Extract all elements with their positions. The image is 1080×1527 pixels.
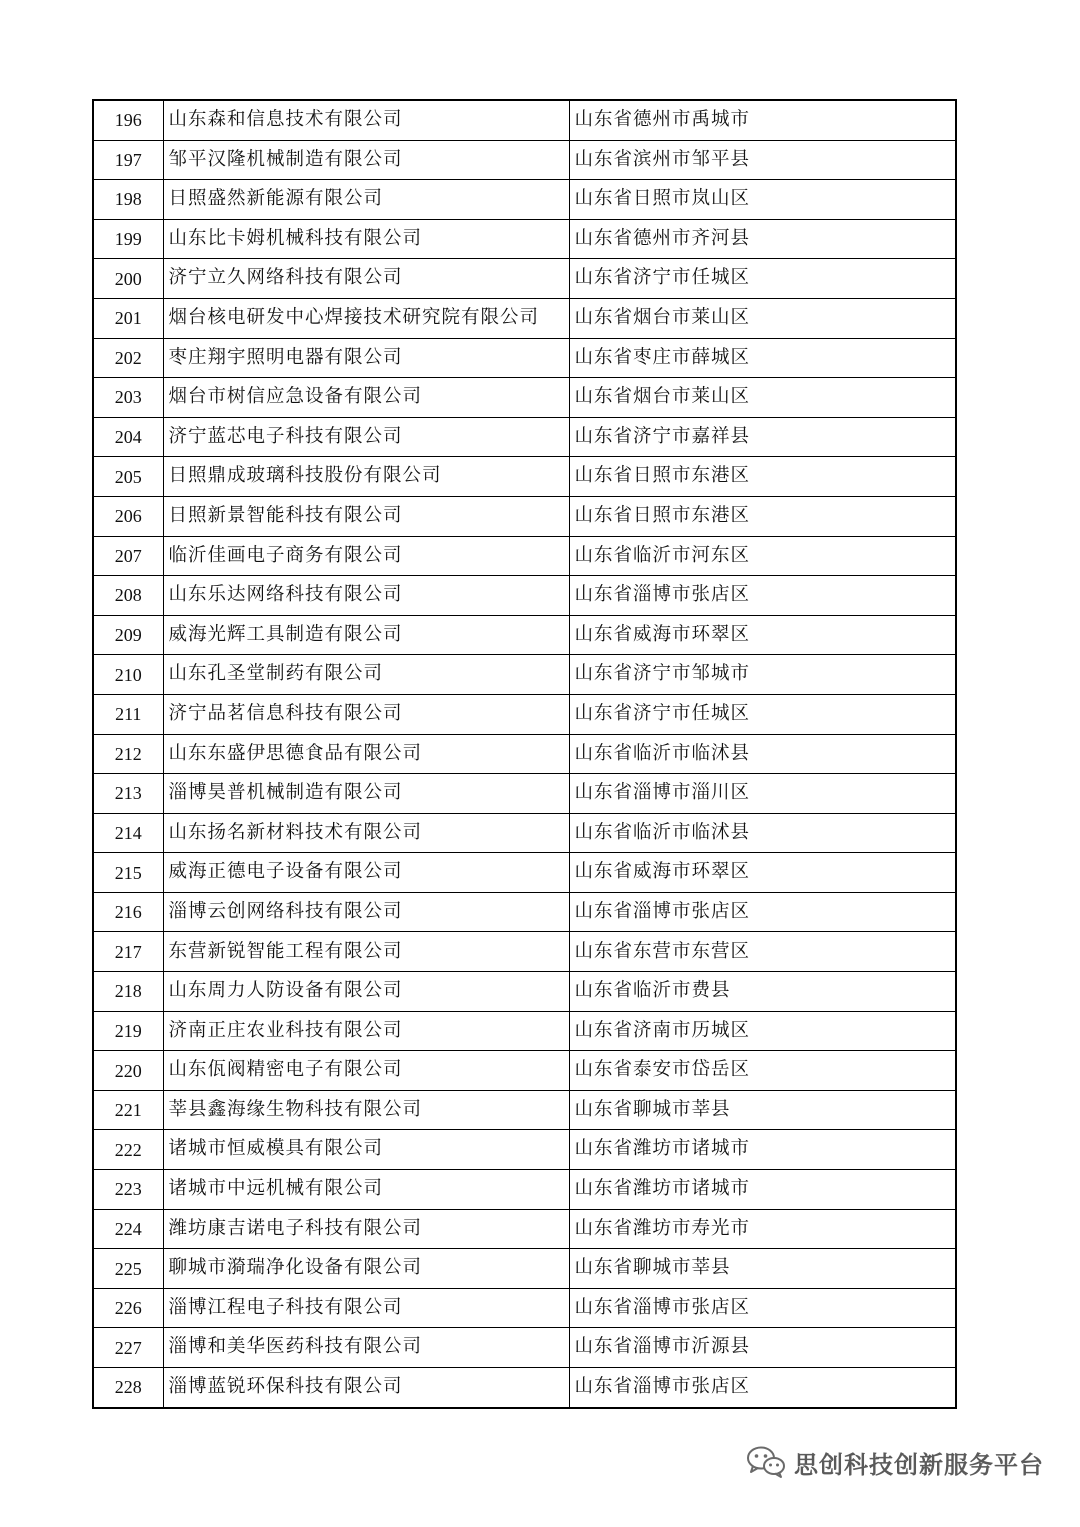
company-name: 济宁蓝芯电子科技有限公司	[163, 417, 569, 457]
company-name: 莘县鑫海缘生物科技有限公司	[163, 1090, 569, 1130]
row-number: 214	[93, 813, 163, 853]
company-name: 威海光辉工具制造有限公司	[163, 615, 569, 655]
company-name: 山东乐达网络科技有限公司	[163, 576, 569, 616]
row-number: 197	[93, 140, 163, 180]
row-number: 201	[93, 298, 163, 338]
table-row	[93, 219, 956, 259]
company-name: 山东周力人防设备有限公司	[163, 972, 569, 1012]
row-number: 202	[93, 338, 163, 378]
row-number: 221	[93, 1090, 163, 1130]
table-row	[93, 972, 956, 1012]
row-number: 223	[93, 1170, 163, 1210]
company-name: 淄博和美华医药科技有限公司	[163, 1328, 569, 1368]
company-location: 山东省临沂市费县	[569, 972, 956, 1012]
company-name: 枣庄翔宇照明电器有限公司	[163, 338, 569, 378]
row-number: 225	[93, 1249, 163, 1289]
company-location: 山东省聊城市莘县	[569, 1249, 956, 1289]
table-row	[93, 1011, 956, 1051]
table-row	[93, 813, 956, 853]
table-row	[93, 1130, 956, 1170]
company-name: 淄博昊普机械制造有限公司	[163, 774, 569, 814]
company-name: 淄博江程电子科技有限公司	[163, 1288, 569, 1328]
table-row	[93, 180, 956, 220]
table-row	[93, 1368, 956, 1408]
company-name: 烟台市树信应急设备有限公司	[163, 378, 569, 418]
row-number: 228	[93, 1368, 163, 1408]
table-row	[93, 140, 956, 180]
row-number: 216	[93, 892, 163, 932]
company-name: 济南正庄农业科技有限公司	[163, 1011, 569, 1051]
wechat-icon	[746, 1445, 786, 1479]
company-location: 山东省淄博市张店区	[569, 576, 956, 616]
enterprise-list-table	[92, 99, 957, 1409]
table-row	[93, 1170, 956, 1210]
table-row	[93, 457, 956, 497]
watermark-text: 思创科技创新服务平台	[794, 1450, 1044, 1479]
table-row	[93, 1051, 956, 1091]
company-name: 日照鼎成玻璃科技股份有限公司	[163, 457, 569, 497]
table-row	[93, 576, 956, 616]
table-row	[93, 1328, 956, 1368]
company-name: 东营新锐智能工程有限公司	[163, 932, 569, 972]
row-number: 217	[93, 932, 163, 972]
company-location: 山东省潍坊市诸城市	[569, 1170, 956, 1210]
company-location: 山东省烟台市莱山区	[569, 298, 956, 338]
table-row	[93, 932, 956, 972]
table-row	[93, 853, 956, 893]
company-location: 山东省济南市历城区	[569, 1011, 956, 1051]
table-row	[93, 536, 956, 576]
company-location: 山东省潍坊市寿光市	[569, 1209, 956, 1249]
table-row	[93, 774, 956, 814]
company-location: 山东省潍坊市诸城市	[569, 1130, 956, 1170]
table-row	[93, 1209, 956, 1249]
company-name: 山东东盛伊思德食品有限公司	[163, 734, 569, 774]
company-location: 山东省临沂市临沭县	[569, 813, 956, 853]
company-name: 山东比卡姆机械科技有限公司	[163, 219, 569, 259]
table-row	[93, 378, 956, 418]
company-location: 山东省威海市环翠区	[569, 853, 956, 893]
table-row	[93, 259, 956, 299]
company-location: 山东省日照市岚山区	[569, 180, 956, 220]
table-row	[93, 734, 956, 774]
company-location: 山东省淄博市张店区	[569, 1288, 956, 1328]
company-location: 山东省德州市禹城市	[569, 100, 956, 140]
row-number: 205	[93, 457, 163, 497]
row-number: 196	[93, 100, 163, 140]
company-name: 淄博蓝锐环保科技有限公司	[163, 1368, 569, 1408]
company-name: 诸城市恒威模具有限公司	[163, 1130, 569, 1170]
row-number: 222	[93, 1130, 163, 1170]
row-number: 211	[93, 694, 163, 734]
table-row	[93, 615, 956, 655]
company-name: 济宁立久网络科技有限公司	[163, 259, 569, 299]
table-row	[93, 417, 956, 457]
company-location: 山东省济宁市邹城市	[569, 655, 956, 695]
company-location: 山东省日照市东港区	[569, 457, 956, 497]
company-location: 山东省临沂市临沭县	[569, 734, 956, 774]
row-number: 220	[93, 1051, 163, 1091]
company-location: 山东省德州市齐河县	[569, 219, 956, 259]
company-name: 临沂佳画电子商务有限公司	[163, 536, 569, 576]
company-location: 山东省淄博市张店区	[569, 1368, 956, 1408]
row-number: 207	[93, 536, 163, 576]
company-location: 山东省济宁市嘉祥县	[569, 417, 956, 457]
company-name: 邹平汉隆机械制造有限公司	[163, 140, 569, 180]
company-name: 潍坊康吉诺电子科技有限公司	[163, 1209, 569, 1249]
row-number: 218	[93, 972, 163, 1012]
company-name: 烟台核电研发中心焊接技术研究院有限公司	[163, 298, 569, 338]
company-name: 山东孔圣堂制药有限公司	[163, 655, 569, 695]
company-location: 山东省临沂市河东区	[569, 536, 956, 576]
row-number: 209	[93, 615, 163, 655]
row-number: 226	[93, 1288, 163, 1328]
table-body	[93, 100, 956, 1408]
company-location: 山东省滨州市邹平县	[569, 140, 956, 180]
row-number: 212	[93, 734, 163, 774]
company-name: 山东佤阀精密电子有限公司	[163, 1051, 569, 1091]
company-name: 日照盛然新能源有限公司	[163, 180, 569, 220]
table-row	[93, 100, 956, 140]
row-number: 227	[93, 1328, 163, 1368]
company-location: 山东省济宁市任城区	[569, 694, 956, 734]
company-name: 诸城市中远机械有限公司	[163, 1170, 569, 1210]
row-number: 215	[93, 853, 163, 893]
company-location: 山东省烟台市莱山区	[569, 378, 956, 418]
row-number: 203	[93, 378, 163, 418]
row-number: 199	[93, 219, 163, 259]
company-location: 山东省济宁市任城区	[569, 259, 956, 299]
row-number: 213	[93, 774, 163, 814]
company-name: 威海正德电子设备有限公司	[163, 853, 569, 893]
table-row	[93, 298, 956, 338]
row-number: 198	[93, 180, 163, 220]
company-name: 日照新景智能科技有限公司	[163, 496, 569, 536]
table-row	[93, 496, 956, 536]
table-row	[93, 338, 956, 378]
company-location: 山东省威海市环翠区	[569, 615, 956, 655]
company-location: 山东省枣庄市薛城区	[569, 338, 956, 378]
table-row	[93, 1288, 956, 1328]
company-location: 山东省淄博市张店区	[569, 892, 956, 932]
row-number: 224	[93, 1209, 163, 1249]
company-location: 山东省淄博市淄川区	[569, 774, 956, 814]
company-name: 山东森和信息技术有限公司	[163, 100, 569, 140]
company-name: 济宁品茗信息科技有限公司	[163, 694, 569, 734]
table-row	[93, 1249, 956, 1289]
company-name: 淄博云创网络科技有限公司	[163, 892, 569, 932]
table-row	[93, 1090, 956, 1130]
row-number: 219	[93, 1011, 163, 1051]
table-row	[93, 892, 956, 932]
watermark	[746, 1440, 1044, 1484]
row-number: 206	[93, 496, 163, 536]
table-row	[93, 694, 956, 734]
company-location: 山东省泰安市岱岳区	[569, 1051, 956, 1091]
company-name: 山东扬名新材料技术有限公司	[163, 813, 569, 853]
row-number: 210	[93, 655, 163, 695]
company-location: 山东省聊城市莘县	[569, 1090, 956, 1130]
row-number: 208	[93, 576, 163, 616]
table-row	[93, 655, 956, 695]
company-location: 山东省日照市东港区	[569, 496, 956, 536]
company-location: 山东省东营市东营区	[569, 932, 956, 972]
company-name: 聊城市漪瑞净化设备有限公司	[163, 1249, 569, 1289]
company-location: 山东省淄博市沂源县	[569, 1328, 956, 1368]
row-number: 204	[93, 417, 163, 457]
row-number: 200	[93, 259, 163, 299]
